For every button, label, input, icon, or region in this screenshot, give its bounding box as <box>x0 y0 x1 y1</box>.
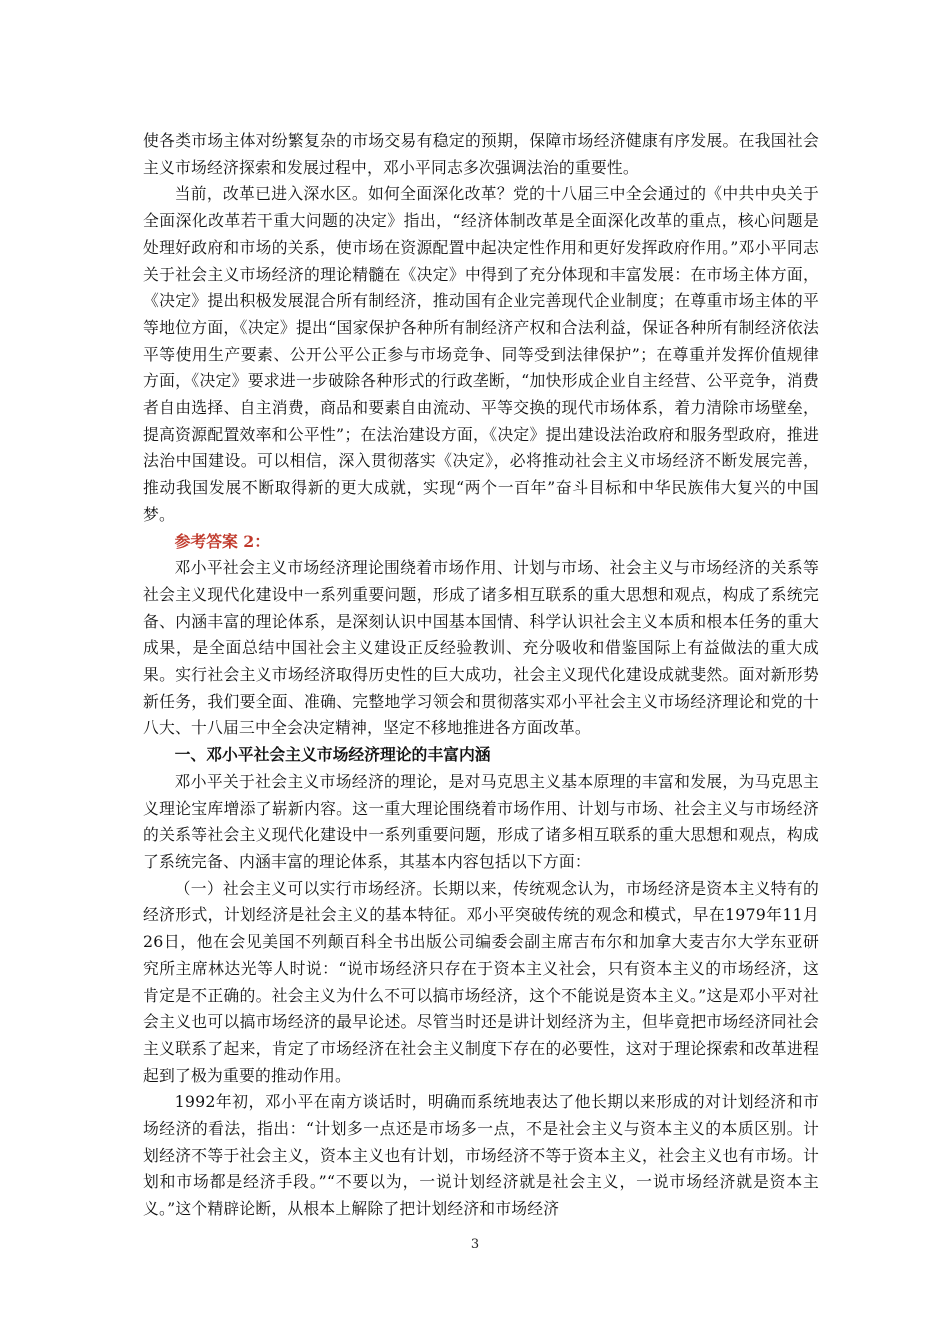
paragraph-theory-contents: 邓小平关于社会主义市场经济的理论，是对马克思主义基本原理的丰富和发展，为马克思主义理论宝库增添了崭新内容。这一重大理论围绕着市场作用、计划与市场、社会主义与市场经济的关系等社会主义现代化建设中一系列重要问题，形成了诸多相互联系的重大思想和观点，构成了系统完备、内涵丰富的理论体系，其基本内容包括以下方面： <box>143 771 819 871</box>
paragraph-1992-talk: 1992年初，邓小平在南方谈话时，明确而系统地表达了他长期以来形成的对计划经济和市场经济的看法，指出：“计划多一点还是市场多一点，不是社会主义与资本主义的本质区别。计划经济不等于社会主义，资本主义也有计划，市场经济不等于资本主义，社会主义也有市场。计划和市场都是经济手段。”“不要以为，一说计划经济就是社会主义，一说市场经济就是资本主义。”这个精辟论断，从根本上解除了把计划经济和市场经济 <box>143 1092 819 1219</box>
paragraph-point-one: （一）社会主义可以实行市场经济。长期以来，传统观念认为，市场经济是资本主义特有的经济形式，计划经济是社会主义的基本特征。邓小平突破传统的观念和模式，早在1979年11月26日，他在会见美国不列颠百科全书出版公司编委会副主席吉布尔和加拿大麦吉尔大学东亚研究所主席林达光等人时说：“说市场经济只存在于资本主义社会，只有资本主义的市场经济，这肯定是不正确的。社会主义为什么不可以搞市场经济，这个不能说是资本主义。”这是邓小平对社会主义也可以搞市场经济的最早论述。尽管当时还是讲计划经济为主，但毕竟把市场经济同社会主义联系了起来，肯定了市场经济在社会主义制度下存在的必要性，这对于理论探索和改革进程起到了极为重要的推动作用。 <box>143 878 819 1085</box>
paragraph-reform-decision: 当前，改革已进入深水区。如何全面深化改革？党的十八届三中全会通过的《中共中央关于全面深化改革若干重大问题的决定》指出，“经济体制改革是全面深化改革的重点，核心问题是处理好政府和市场的关系，使市场在资源配置中起决定性作用和更好发挥政府作用。”邓小平同志关于社会主义市场经济的理论精髓在《决定》中得到了充分体现和丰富发展：在市场主体方面，《决定》提出积极发展混合所有制经济，推动国有企业完善现代企业制度；在尊重市场主体的平等地位方面，《决定》提出“国家保护各种所有制经济产权和合法利益，保证各种所有制经济依法平等使用生产要素、公开公平公正参与市场竞争、同等受到法律保护”；在尊重并发挥价值规律方面，《决定》要求进一步破除各种形式的行政垄断，“加快形成企业自主经营、公平竞争，消费者自由选择、自主消费，商品和要素自由流动、平等交换的现代市场体系，着力清除市场壁垒，提高资源配置效率和公平性”；在法治建设方面，《决定》提出建设法治政府和服务型政府，推进法治中国建设。可以相信，深入贯彻落实《决定》，必将推动社会主义市场经济不断发展完善，推动我国发展不断取得新的更大成就，实现“两个一百年”奋斗目标和中华民族伟大复兴的中国梦。 <box>143 184 819 524</box>
reference-answer-heading: 参考答案 2： <box>174 531 271 551</box>
paragraph-theory-overview: 邓小平社会主义市场经济理论围绕着市场作用、计划与市场、社会主义与市场经济的关系等社会主义现代化建设中一系列重要问题，形成了诸多相互联系的重大思想和观点，构成了系统完备、内涵丰富的理论体系，是深刻认识中国基本国情、科学认识社会主义本质和根本任务的重大成果，是全面总结中国社会主义建设正反经验教训、充分吸收和借鉴国际上有益做法的重大成果。实行社会主义市场经济取得历史性的巨大成功，社会主义现代化建设成就斐然。面对新形势新任务，我们要全面、准确、完整地学习领会和贯彻落实邓小平社会主义市场经济理论和党的十八大、十八届三中全会决定精神，坚定不移地推进各方面改革。 <box>143 558 819 738</box>
paragraph-continuation: 使各类市场主体对纷繁复杂的市场交易有稳定的预期，保障市场经济健康有序发展。在我国社会主义市场经济探索和发展过程中，邓小平同志多次强调法治的重要性。 <box>143 131 819 177</box>
page-body <box>143 128 819 1223</box>
section-heading: 一、邓小平社会主义市场经济理论的丰富内涵 <box>174 745 491 765</box>
page-number: 3 <box>470 1237 480 1252</box>
